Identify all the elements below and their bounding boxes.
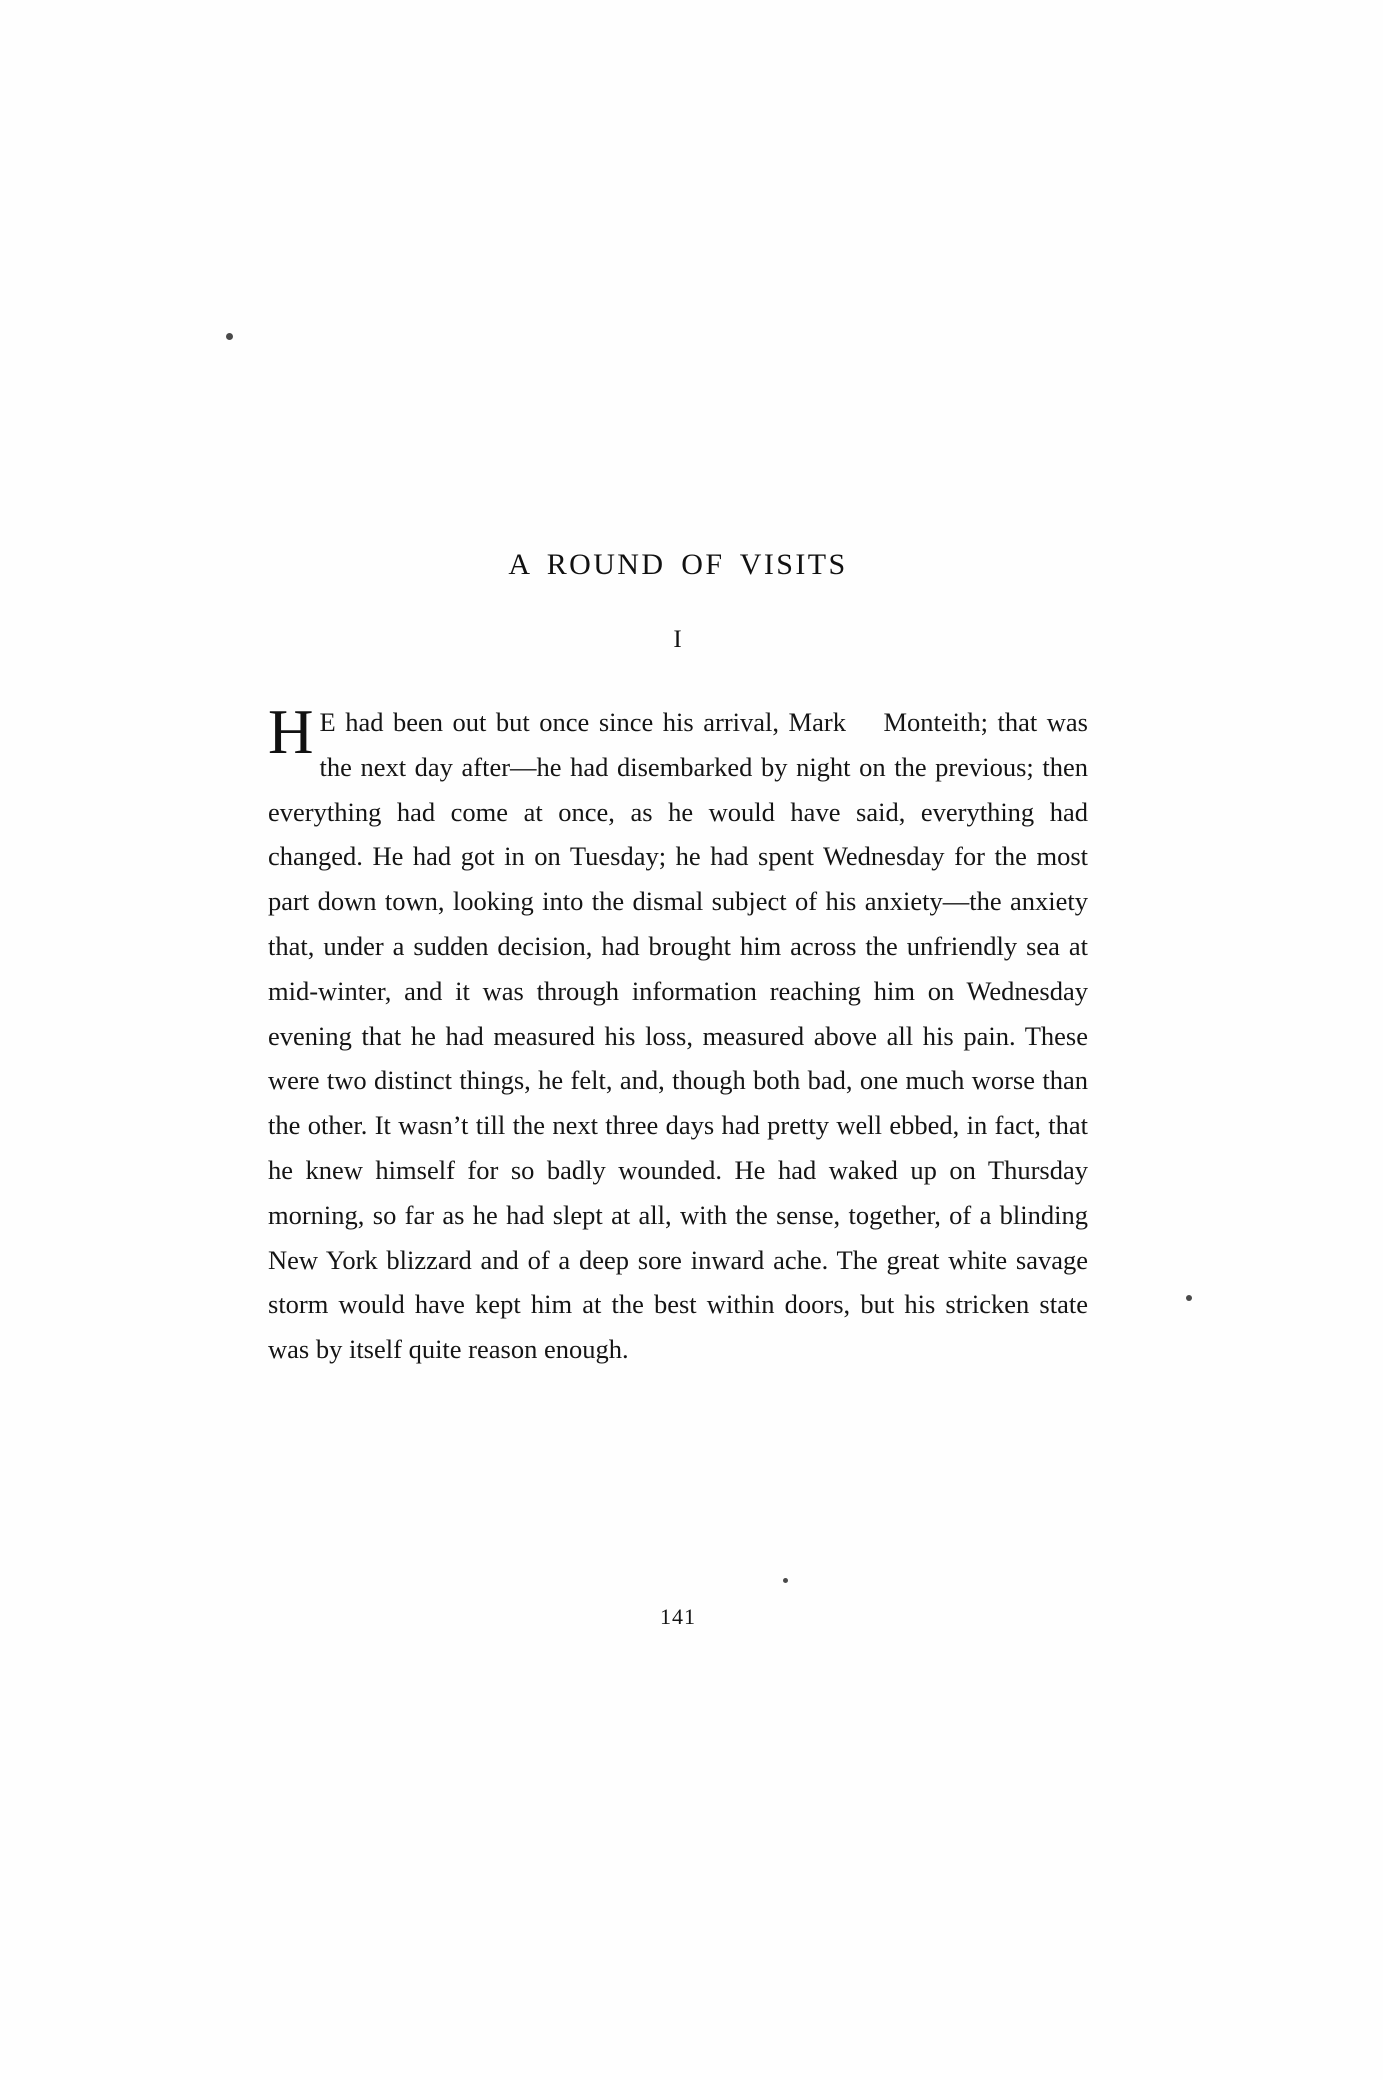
body-first-line: E had been out but once since his arrival, Mark [319,707,846,737]
page-title: A ROUND OF VISITS [508,548,848,581]
body-remainder: disembarked by night on the previous; then everything had come at once, as he would have said, everything had changed. He had got in on Tuesday; he had spent Wednesday for the most part down town, looking into the dismal subject of his anxiety—the anxiety that, under a sudden decision, had brought him across the unfriendly sea at mid-winter, and it was through information reaching him on Wednesday evening that he had measured his loss, measured above all his pain. These were two distinct things, he felt, and, though both bad, one much worse than the other. It wasn’t till the next three days had pretty well ebbed, in fact, that he knew himself for so badly wounded. He had waked up on Thursday morning, so far as he had slept at all, with the sense, together, of a blinding New York blizzard and of a deep sore inward ache. The great white savage storm would have kept him at the best within doors, but his stricken state was by itself quite reason enough. [268,751,1088,1365]
ink-speck-top-left [226,333,233,340]
drop-cap-letter: H [268,697,314,767]
page-number: 141 [660,1604,696,1629]
body-second-line: Monteith; that was the next day after—he had [319,707,1088,782]
page-content [268,548,1088,1372]
ink-speck-right-margin [1186,1295,1192,1301]
section-number: I [673,626,683,653]
body-paragraph [268,697,1088,1372]
ink-speck-lower-center [783,1578,788,1583]
